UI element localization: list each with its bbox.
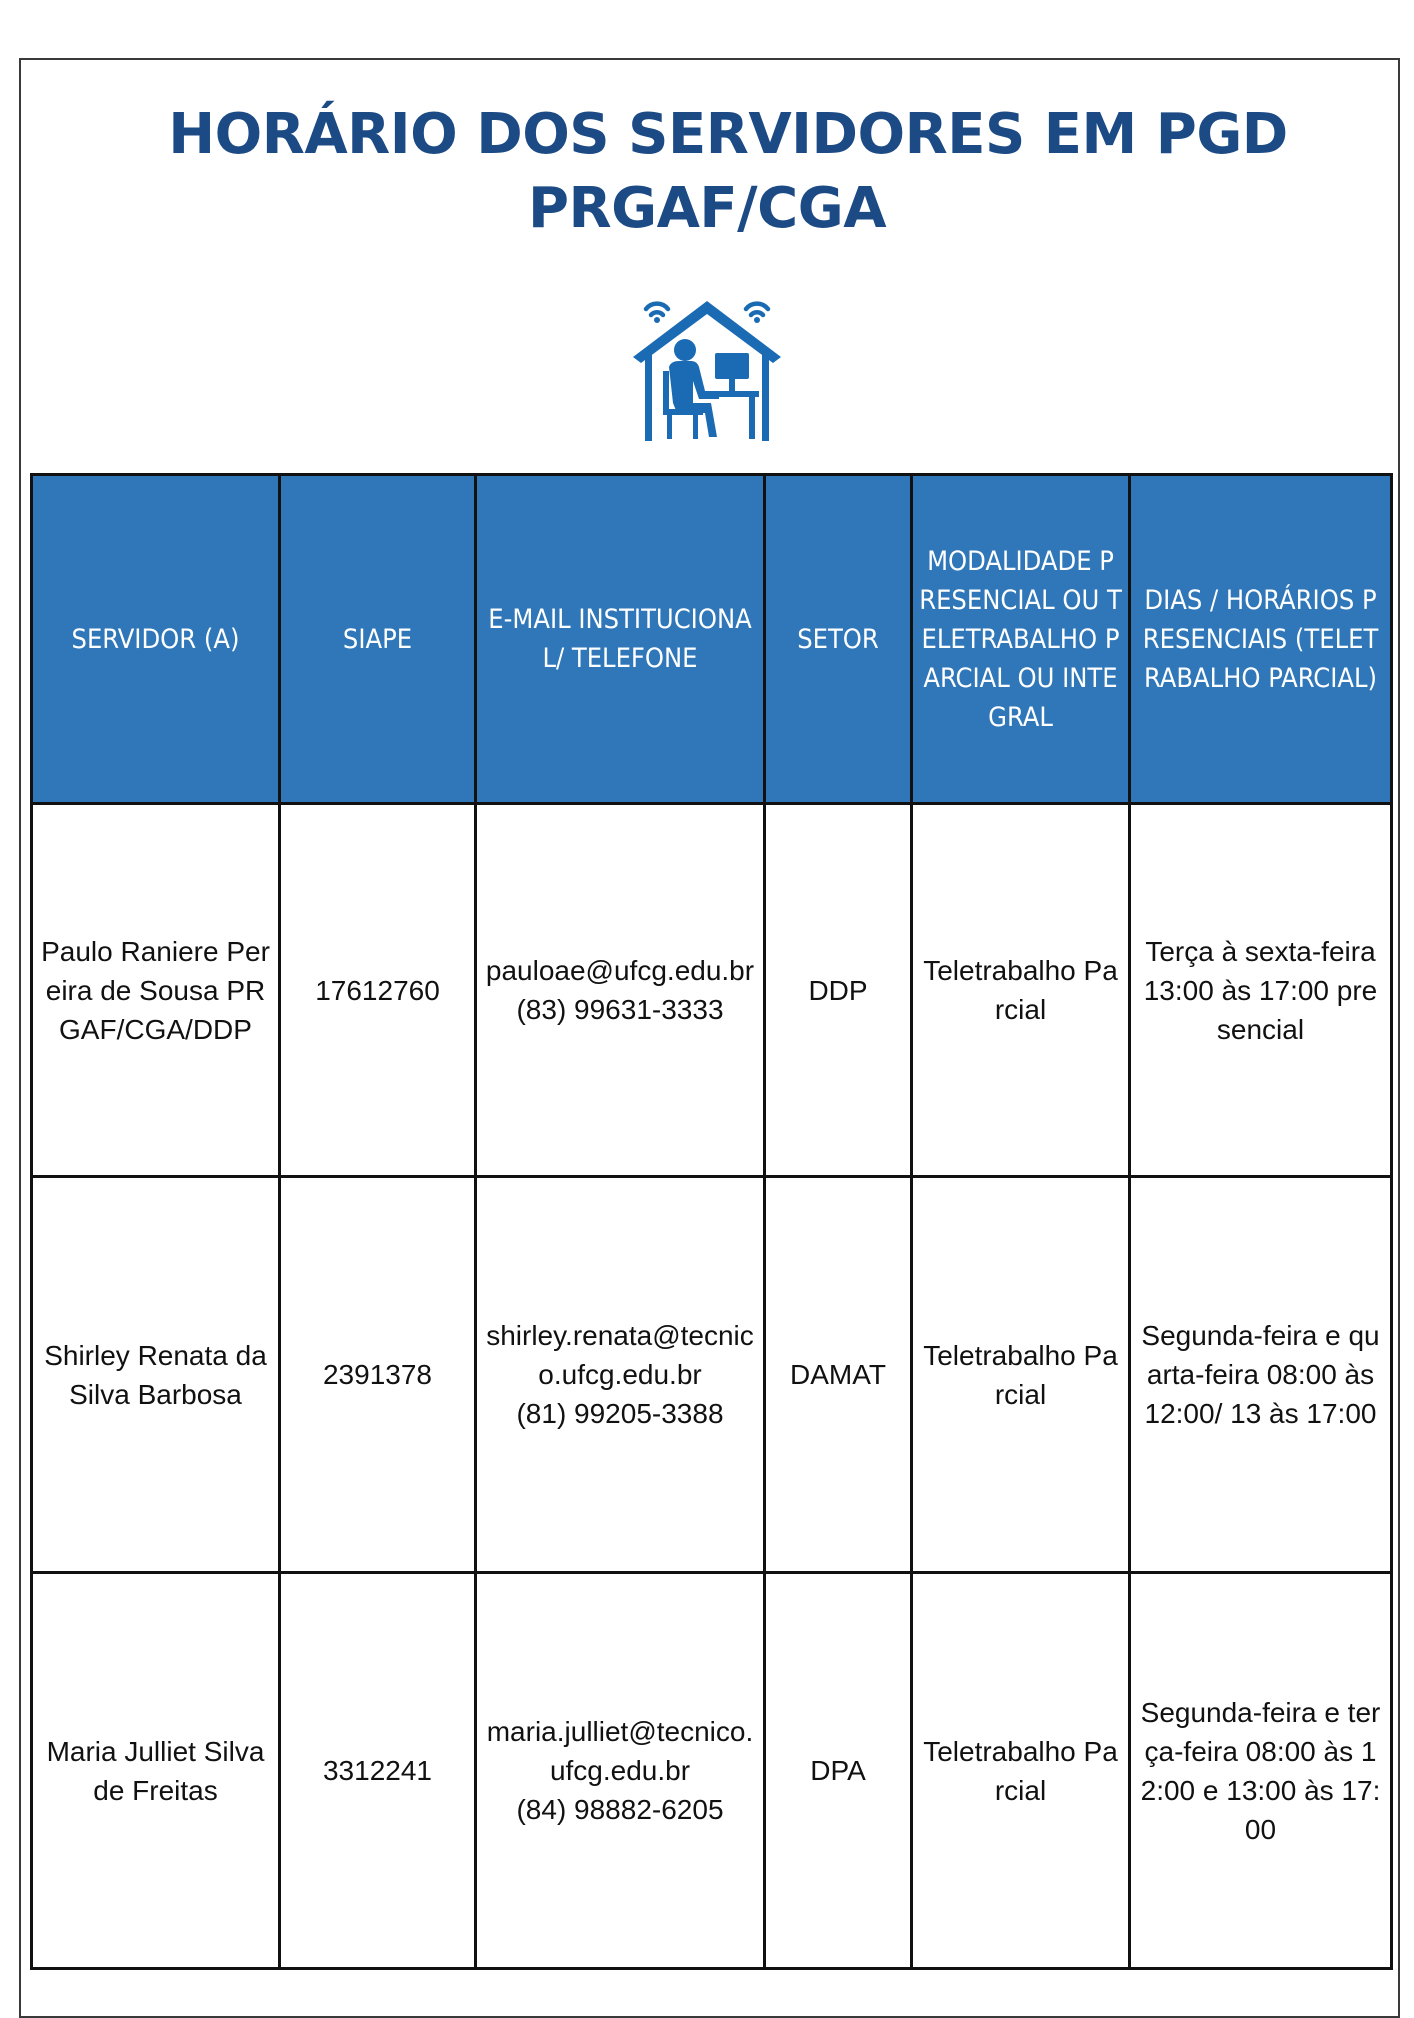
cell-telefone: (81) 99205-3388 <box>516 1398 724 1429</box>
cell-telefone: (84) 98882-6205 <box>516 1794 724 1825</box>
cell-servidor: Paulo Raniere Pereira de Sousa PRGAF/CGA/DDP <box>32 804 280 1177</box>
header-email-telefone: E-MAIL INSTITUCIONAL/ TELEFONE <box>476 475 765 804</box>
table-row <box>32 1573 1392 1969</box>
table-header-row <box>32 475 1392 804</box>
header-setor: SETOR <box>765 475 912 804</box>
cell-email[interactable]: maria.julliet@tecnico.ufcg.edu.br <box>486 1716 754 1786</box>
cell-modalidade: Teletrabalho Parcial <box>912 804 1130 1177</box>
header-servidor: SERVIDOR (A) <box>32 475 280 804</box>
cell-modalidade: Teletrabalho Parcial <box>912 1573 1130 1969</box>
header-modalidade: MODALIDADE PRESENCIAL OU TELETRABALHO PARCIAL OU INTEGRAL <box>912 475 1130 804</box>
cell-modalidade: Teletrabalho Parcial <box>912 1177 1130 1573</box>
cell-servidor: Shirley Renata da Silva Barbosa <box>32 1177 280 1573</box>
cell-email[interactable]: pauloae@ufcg.edu.br <box>485 955 755 986</box>
title-line-2: PRGAF/CGA <box>527 176 887 241</box>
table-row <box>32 804 1392 1177</box>
cell-email-telefone <box>476 1177 765 1573</box>
cell-telefone: (83) 99631-3333 <box>516 994 724 1025</box>
cell-email[interactable]: shirley.renata@tecnico.ufcg.edu.br <box>486 1320 754 1390</box>
servers-table <box>30 473 1393 1970</box>
cell-email-telefone <box>476 804 765 1177</box>
cell-horarios: Terça à sexta-feira 13:00 às 17:00 presencial <box>1130 804 1392 1177</box>
cell-horarios: Segunda-feira e quarta-feira 08:00 às 12:00/ 13 às 17:00 <box>1130 1177 1392 1573</box>
cell-siape: 17612760 <box>280 804 476 1177</box>
table-row <box>32 1177 1392 1573</box>
header-siape: SIAPE <box>280 475 476 804</box>
cell-setor: DPA <box>765 1573 912 1969</box>
cell-setor: DAMAT <box>765 1177 912 1573</box>
cell-siape: 3312241 <box>280 1573 476 1969</box>
cell-servidor: Maria Julliet Silva de Freitas <box>32 1573 280 1969</box>
cell-horarios: Segunda-feira e terça-feira 08:00 às 12:00 e 13:00 às 17:00 <box>1130 1573 1392 1969</box>
page-title <box>0 98 1414 246</box>
cell-siape: 2391378 <box>280 1177 476 1573</box>
cell-setor: DDP <box>765 804 912 1177</box>
title-line-1: HORÁRIO DOS SERVIDORES EM PGD <box>168 102 1288 167</box>
header-horarios: DIAS / HORÁRIOS PRESENCIAIS (TELETRABALHO PARCIAL) <box>1130 475 1392 804</box>
home-office-icon <box>633 295 783 445</box>
cell-email-telefone <box>476 1573 765 1969</box>
